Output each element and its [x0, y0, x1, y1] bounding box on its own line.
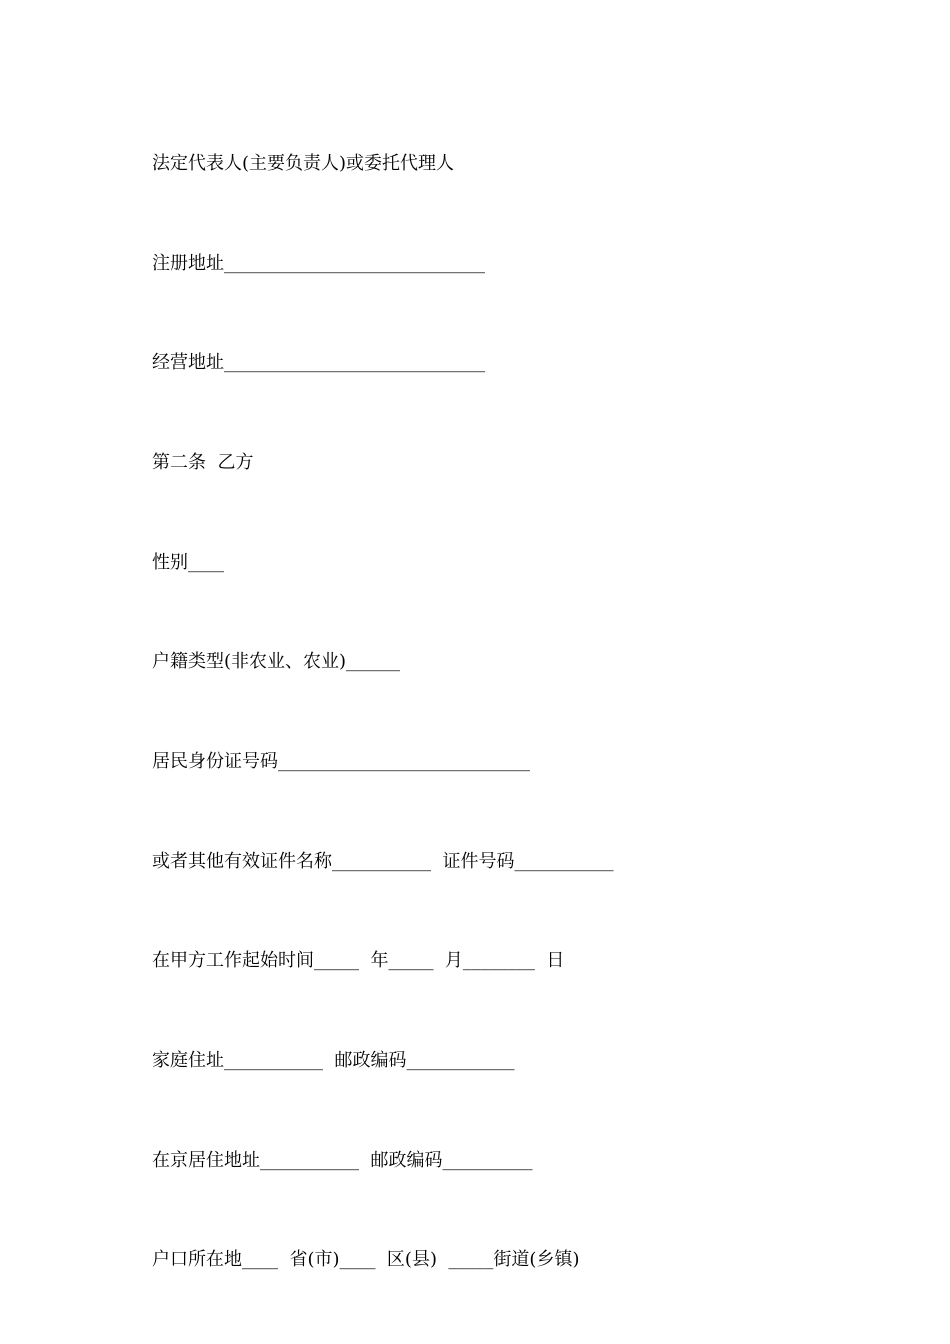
legal-representative-line: 法定代表人(主要负责人)或委托代理人	[152, 153, 455, 174]
article-two-heading: 第二条 乙方	[152, 452, 254, 473]
home-address-line: 家庭住址___________ 邮政编码____________	[152, 1050, 515, 1071]
business-address-line: 经营地址_____________________________	[152, 352, 485, 373]
beijing-address-line: 在京居住地址___________ 邮政编码__________	[152, 1150, 533, 1171]
start-date-line: 在甲方工作起始时间_____ 年_____ 月________ 日	[152, 950, 565, 971]
household-registration-line: 户口所在地____ 省(市)____ 区(县) _____街道(乡镇)	[152, 1249, 580, 1270]
id-number-line: 居民身份证号码____________________________	[152, 751, 530, 772]
registered-address-line: 注册地址_____________________________	[152, 253, 485, 274]
gender-line: 性别____	[152, 552, 224, 573]
household-type-line: 户籍类型(非农业、农业)______	[152, 651, 401, 672]
other-certificate-line: 或者其他有效证件名称___________ 证件号码___________	[152, 851, 614, 872]
